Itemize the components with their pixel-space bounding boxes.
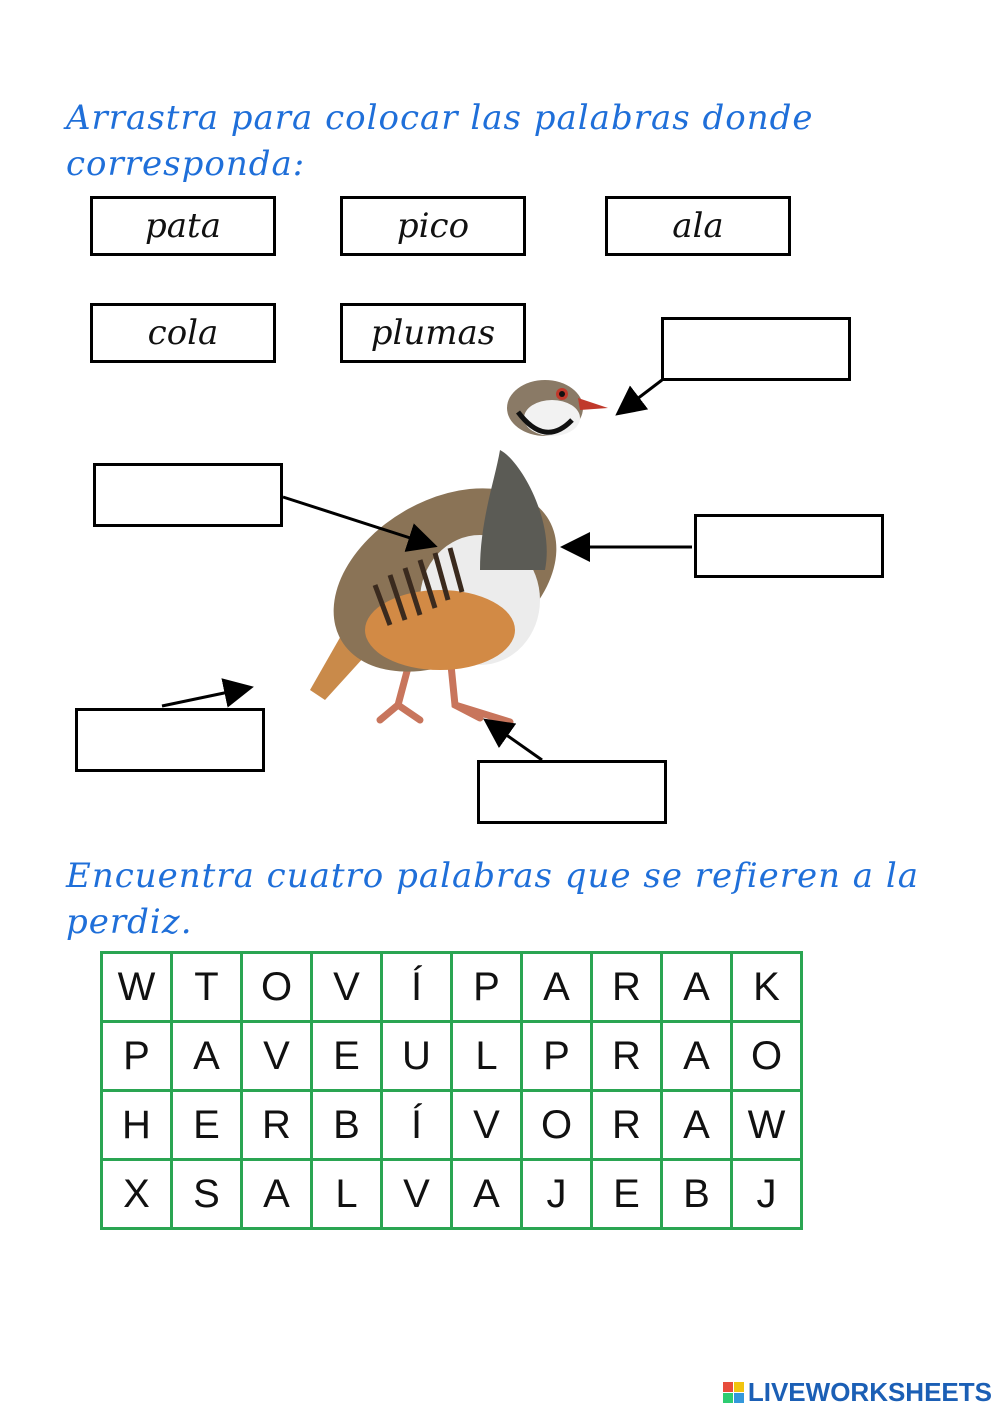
- grid-cell[interactable]: A: [662, 1091, 732, 1160]
- word-card-ala[interactable]: ala: [605, 196, 791, 256]
- grid-cell[interactable]: T: [172, 953, 242, 1022]
- grid-cell[interactable]: A: [242, 1160, 312, 1229]
- drop-box-beak[interactable]: [661, 317, 851, 381]
- grid-cell[interactable]: V: [452, 1091, 522, 1160]
- grid-cell[interactable]: H: [102, 1091, 172, 1160]
- drop-box-wing[interactable]: [93, 463, 283, 527]
- grid-row: [102, 1022, 802, 1091]
- grid-cell[interactable]: P: [522, 1022, 592, 1091]
- liveworksheets-logo-icon: [723, 1382, 744, 1403]
- grid-cell[interactable]: V: [382, 1160, 452, 1229]
- grid-cell[interactable]: W: [102, 953, 172, 1022]
- word-card-pico[interactable]: pico: [340, 196, 526, 256]
- word-search-instruction: Encuentra cuatro palabras que se refieren a la perdiz.: [66, 856, 920, 942]
- grid-cell[interactable]: J: [522, 1160, 592, 1229]
- grid-cell[interactable]: R: [242, 1091, 312, 1160]
- grid-cell[interactable]: K: [732, 953, 802, 1022]
- grid-cell[interactable]: A: [662, 1022, 732, 1091]
- arrow-tail: [162, 688, 248, 706]
- grid-cell[interactable]: A: [662, 953, 732, 1022]
- grid-cell[interactable]: V: [242, 1022, 312, 1091]
- grid-cell[interactable]: E: [312, 1022, 382, 1091]
- grid-cell[interactable]: B: [312, 1091, 382, 1160]
- word-card-plumas[interactable]: plumas: [340, 303, 526, 363]
- drop-box-leg[interactable]: [477, 760, 667, 824]
- grid-cell[interactable]: B: [662, 1160, 732, 1229]
- liveworksheets-brand: [723, 1377, 992, 1407]
- partridge-image: [280, 370, 640, 750]
- grid-cell[interactable]: L: [312, 1160, 382, 1229]
- grid-row: [102, 1091, 802, 1160]
- grid-cell[interactable]: P: [102, 1022, 172, 1091]
- grid-cell[interactable]: P: [452, 953, 522, 1022]
- grid-cell[interactable]: U: [382, 1022, 452, 1091]
- grid-cell[interactable]: R: [592, 1022, 662, 1091]
- grid-cell[interactable]: R: [592, 1091, 662, 1160]
- grid-row: [102, 1160, 802, 1229]
- grid-cell[interactable]: L: [452, 1022, 522, 1091]
- grid-cell[interactable]: S: [172, 1160, 242, 1229]
- grid-cell[interactable]: X: [102, 1160, 172, 1229]
- word-card-cola[interactable]: cola: [90, 303, 276, 363]
- grid-cell[interactable]: O: [242, 953, 312, 1022]
- grid-cell[interactable]: J: [732, 1160, 802, 1229]
- grid-cell[interactable]: A: [452, 1160, 522, 1229]
- grid-cell[interactable]: E: [592, 1160, 662, 1229]
- grid-row: [102, 953, 802, 1022]
- grid-cell[interactable]: R: [592, 953, 662, 1022]
- grid-cell[interactable]: W: [732, 1091, 802, 1160]
- brand-text: LIVEWORKSHEETS: [747, 1376, 992, 1407]
- grid-cell[interactable]: V: [312, 953, 382, 1022]
- word-card-pata[interactable]: pata: [90, 196, 276, 256]
- drop-box-tail[interactable]: [75, 708, 265, 772]
- drag-instruction: Arrastra para colocar las palabras donde corresponda:: [66, 98, 814, 184]
- word-search-grid: [100, 951, 803, 1230]
- grid-cell[interactable]: Í: [382, 953, 452, 1022]
- grid-cell[interactable]: O: [732, 1022, 802, 1091]
- grid-cell[interactable]: A: [522, 953, 592, 1022]
- grid-cell[interactable]: A: [172, 1022, 242, 1091]
- grid-cell[interactable]: O: [522, 1091, 592, 1160]
- grid-cell[interactable]: E: [172, 1091, 242, 1160]
- drop-box-feathers[interactable]: [694, 514, 884, 578]
- grid-cell[interactable]: Í: [382, 1091, 452, 1160]
